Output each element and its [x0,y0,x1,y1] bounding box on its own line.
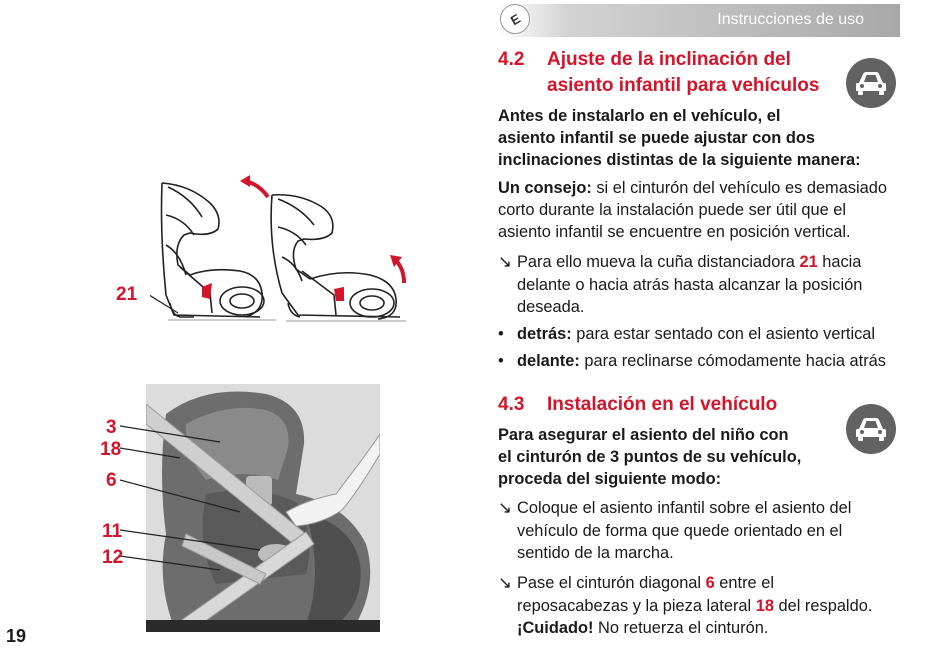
tip-line3: asiento infantil se encuentre en posición vertical. [498,223,851,241]
section-4-2-number: 4.2 [498,49,525,70]
arrow-bullet-icon: ↘ [498,499,512,517]
section-4-2-intro-line3: inclinaciones distintas de la siguiente manera: [498,151,861,169]
section-4-3-title: Instalación en el vehículo [547,394,778,415]
section-4-3-number: 4.3 [498,394,525,415]
tip-line2: corto durante la instalación puede ser útil que el [498,201,847,219]
callout-12: 12 [102,547,124,568]
header-title: Instrucciones de uso [717,11,864,28]
callout-18: 18 [100,439,122,460]
section-4-3-intro-line2: el cinturón de 3 puntos de su vehículo, [498,448,802,466]
section-4-3-intro-line3: proceda del siguiente modo: [498,470,722,488]
car-icon [846,404,896,454]
section-4-2-intro-line2: asiento infantil se puede ajustar con dos [498,129,815,147]
recline-positions-figure [150,175,412,325]
callout-11: 11 [102,521,123,542]
callout-3: 3 [106,417,117,438]
section-4-2-title-line2: asiento infantil para vehículos [547,75,820,96]
dot-bullet-icon: • [498,352,504,370]
arrow-bullet-icon: ↘ [498,253,512,271]
callout-21: 21 [116,284,138,305]
callout-leader-lines [120,420,260,580]
car-icon [846,58,896,108]
section-4-2-title-line1: Ajuste de la inclinación del [547,49,791,70]
section-4-2-intro-line1: Antes de instalarlo en el vehículo, el [498,107,781,125]
arrow-bullet-icon: ↘ [498,574,512,592]
language-badge: E [500,4,530,34]
dot-bullet-icon: • [498,325,504,343]
section-4-3-intro-line1: Para asegurar el asiento del niño con [498,426,789,444]
tip-line1: Un consejo: si el cinturón del vehículo es demasiado [498,179,888,197]
callout-6: 6 [106,470,117,491]
page-number: 19 [6,626,27,646]
